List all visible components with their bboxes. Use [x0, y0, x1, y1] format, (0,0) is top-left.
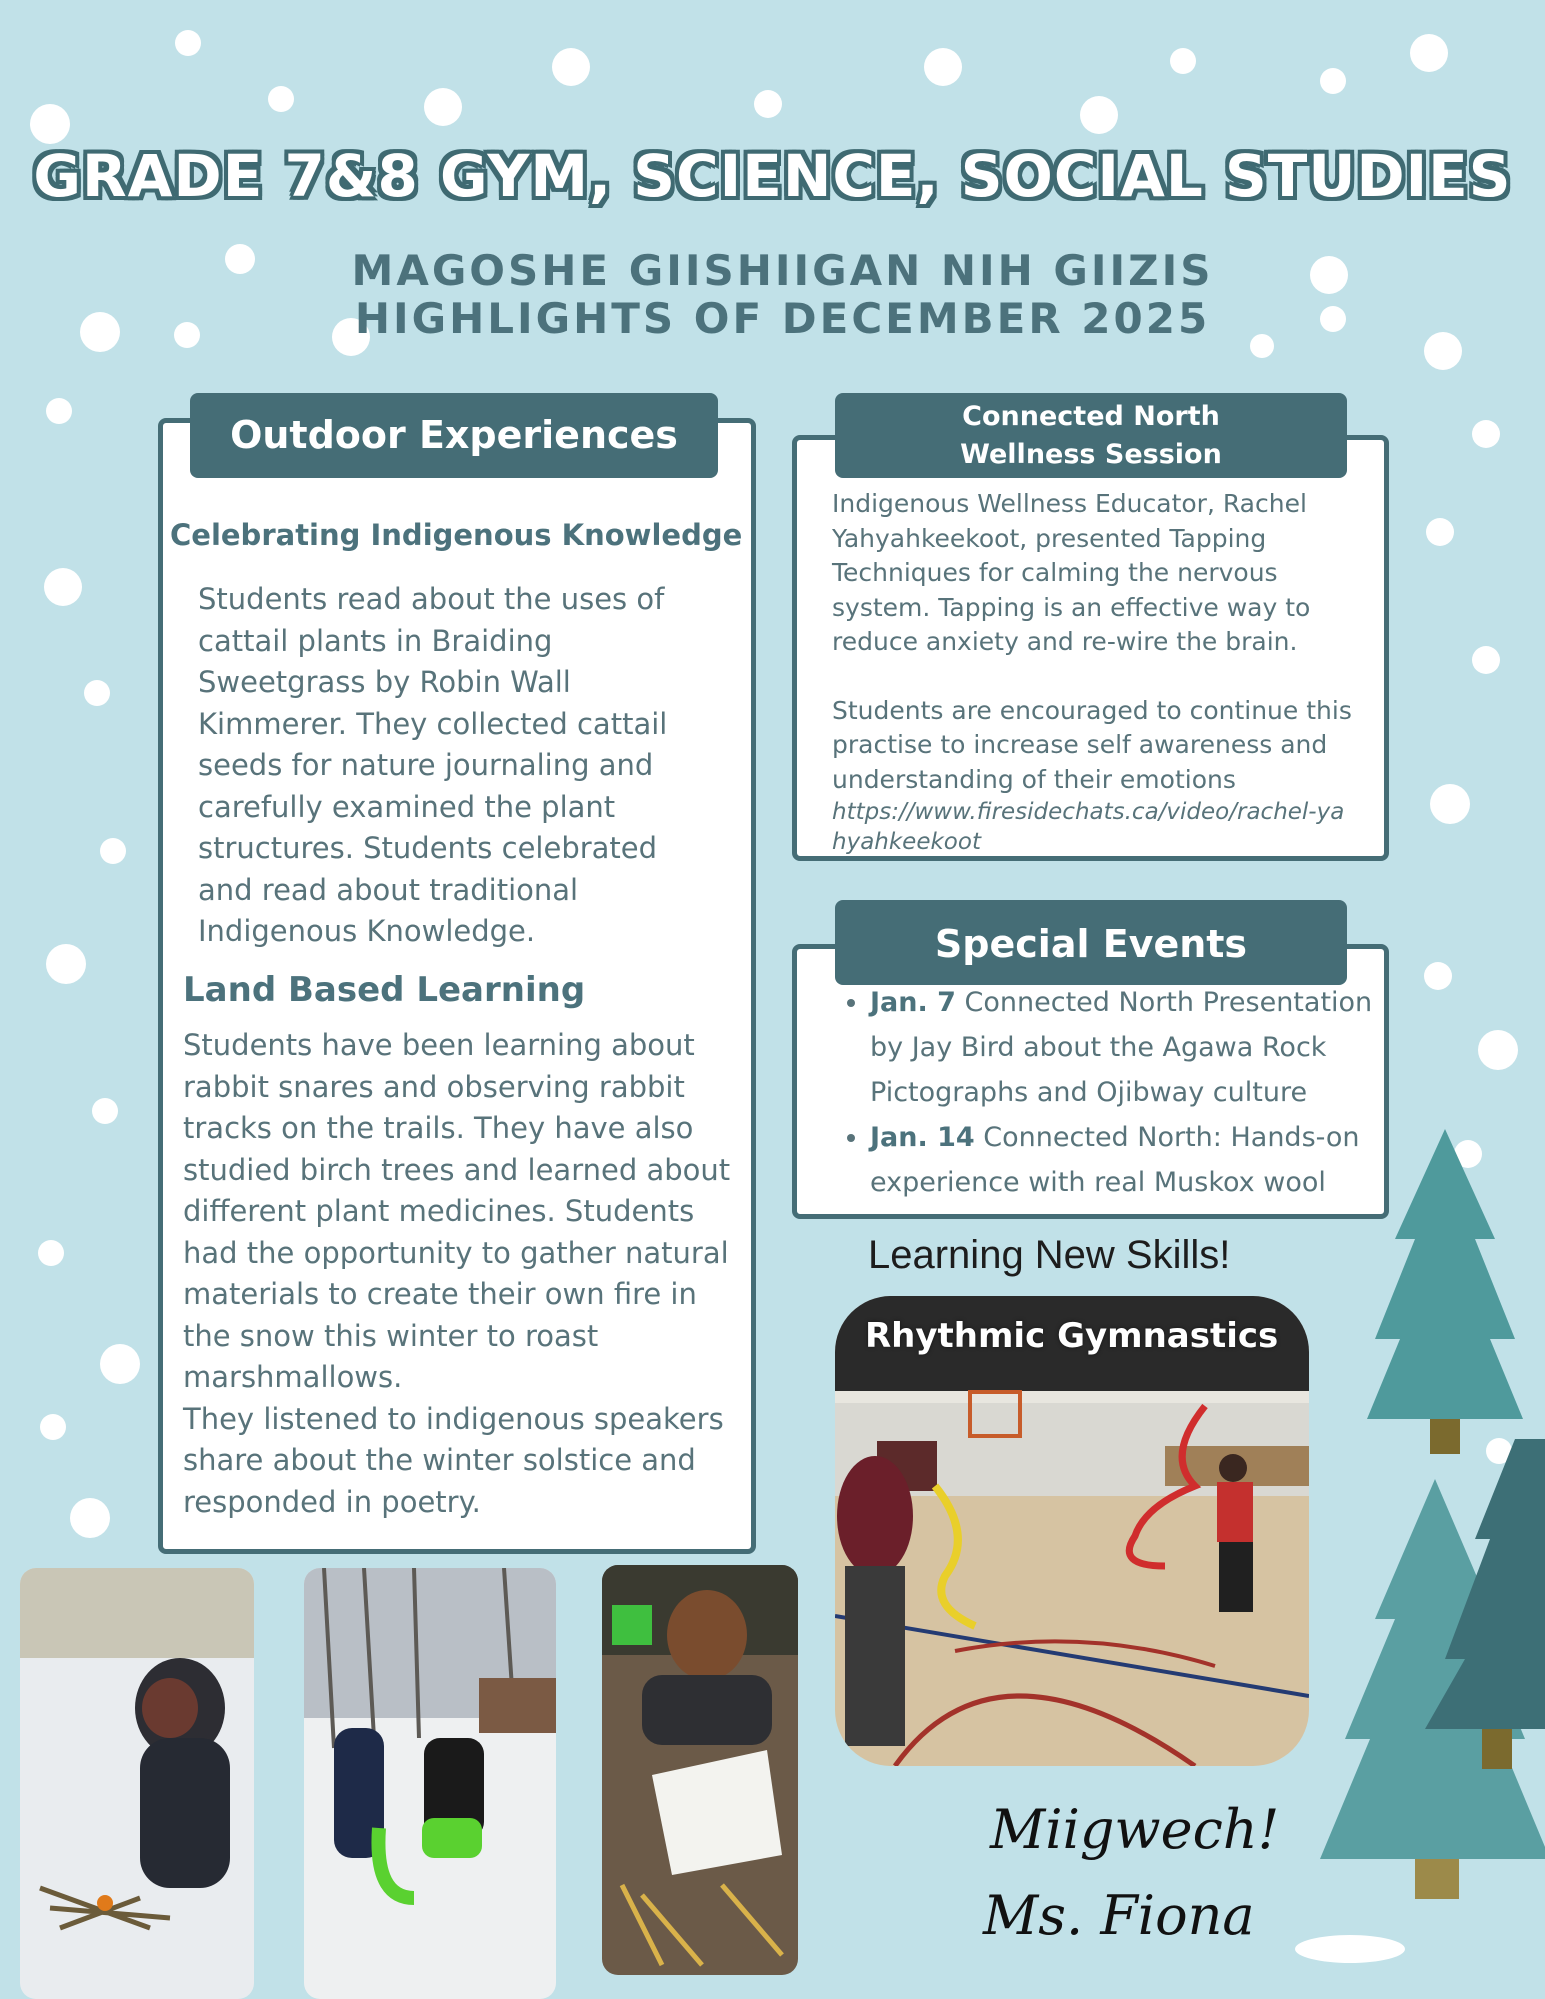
wellness-paragraph-1: Indigenous Wellness Educator, Rachel Yahyahkeekoot, presented Tapping Techniques for calming the nervous system. Tapping is an effective way to reduce anxiety and re-wire the brain. — [832, 489, 1311, 656]
fire-in-snow-image — [20, 1568, 254, 1999]
snowflake — [175, 30, 201, 56]
sledding-photo — [304, 1568, 556, 1999]
snowflake — [1080, 96, 1118, 134]
snowflake — [1430, 784, 1470, 824]
snowflake — [1424, 962, 1452, 990]
pine-trees-icon — [1285, 1099, 1545, 1999]
event-date: Jan. 7 — [870, 987, 956, 1018]
nature-journaling-photo — [602, 1565, 798, 1975]
snowflake — [44, 568, 82, 606]
snowflake — [46, 398, 72, 424]
snowflake — [92, 1098, 118, 1124]
special-events-tab — [835, 900, 1347, 985]
event-date: Jan. 14 — [870, 1122, 975, 1153]
sledding-image — [304, 1568, 556, 1999]
snowflake — [1472, 420, 1500, 448]
subtitle-line-2: HIGHLIGHTS OF DECEMBER 2025 — [354, 294, 1211, 343]
wellness-tab-line-2: Wellness Session — [960, 439, 1222, 470]
snowflake — [1170, 48, 1196, 74]
nature-journaling-image — [602, 1565, 798, 1975]
gymnastics-caption: Rhythmic Gymnastics — [865, 1316, 1279, 1356]
signoff-name: Ms. Fiona — [983, 1884, 1255, 1947]
snowflake — [38, 1240, 64, 1266]
fire-in-snow-photo — [20, 1568, 254, 1999]
snowflake — [1478, 1030, 1518, 1070]
event-text: Connected North Presentation by Jay Bird about the Agawa Rock Pictographs and Ojibway culture — [870, 987, 1373, 1108]
snowflake — [70, 1498, 110, 1538]
snowflake — [100, 838, 126, 864]
rhythmic-gymnastics-photo — [835, 1296, 1309, 1766]
snowflake — [30, 104, 70, 144]
event-item — [870, 980, 1410, 1115]
outdoor-experiences-tab — [190, 393, 718, 478]
page-title: GRADE 7&8 GYM, SCIENCE, SOCIAL STUDIES — [33, 142, 1512, 210]
snowflake — [40, 1414, 66, 1440]
snowflake — [100, 1344, 140, 1384]
outdoor-experiences-title: Outdoor Experiences — [230, 413, 678, 457]
wellness-paragraph-2: Students are encouraged to continue this practise to increase self awareness and understanding of their emotions — [832, 695, 1352, 794]
snowflake — [1472, 646, 1500, 674]
wellness-link[interactable]: https://www.firesidechats.ca/video/rachel-yahyahkeekoot — [832, 799, 1345, 855]
celebrating-paragraph: Students read about the uses of cattail plants in Braiding Sweetgrass by Robin Wall Kimmerer. They collected cattail seeds for nature journaling and carefully examined the plant structures. Students celebrated and read about traditional Indigenous Knowledge. — [198, 582, 668, 948]
snowflake — [1410, 34, 1448, 72]
special-events-title: Special Events — [934, 922, 1248, 966]
signoff-miigwech: Miigwech! — [990, 1798, 1280, 1861]
snowflake — [1426, 518, 1454, 546]
snowflake — [424, 88, 462, 126]
land-based-text-1: Students have been learning about rabbit snares and observing rabbit tracks on the trails. They have also studied birch trees and learned about different plant medicines. Students had the opportunity to gather natural materials to create their own fire in the snow this winter to roast marshmallows. — [183, 1028, 731, 1394]
snowflake — [1320, 68, 1346, 94]
land-based-heading: Land Based Learning — [183, 970, 586, 1010]
wellness-tab — [835, 393, 1347, 478]
snowflake — [268, 86, 294, 112]
learning-skills-heading: Learning New Skills! — [868, 1233, 1231, 1277]
snowflake — [552, 48, 590, 86]
snowflake — [84, 680, 110, 706]
snowflake — [924, 48, 962, 86]
snowflake — [754, 90, 782, 118]
land-based-paragraph — [183, 1025, 741, 1523]
wellness-tab-line-1: Connected North — [962, 401, 1220, 432]
gym-scene-image — [835, 1296, 1309, 1766]
event-text: Connected North: Hands-on experience with real Muskox wool — [870, 1122, 1360, 1198]
celebrating-heading: Celebrating Indigenous Knowledge — [170, 518, 743, 552]
wellness-text — [832, 487, 1352, 857]
snowflake — [46, 944, 86, 984]
land-based-text-2: They listened to indigenous speakers share about the winter solstice and responded in poetry. — [183, 1401, 724, 1519]
subtitle-line-1: MAGOSHE GIISHIIGAN NIH GIIZIS — [351, 246, 1214, 295]
